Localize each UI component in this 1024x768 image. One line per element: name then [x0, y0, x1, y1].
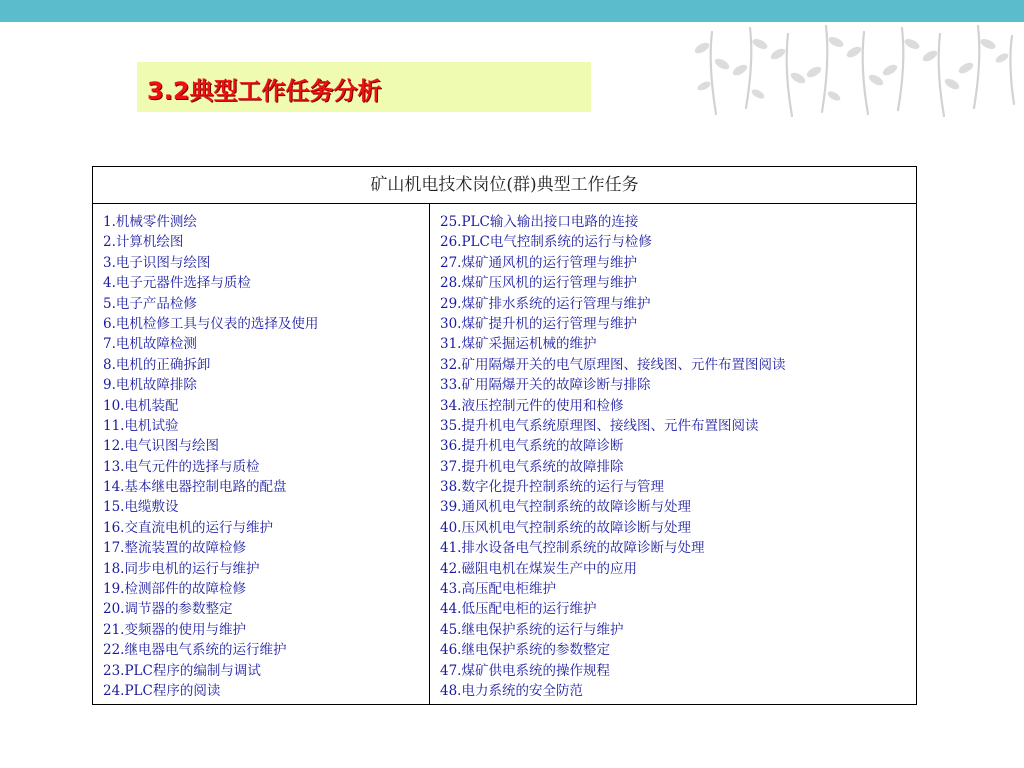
task-table	[92, 166, 917, 705]
task-item: 47.煤矿供电系统的操作规程	[440, 662, 610, 679]
task-item: 24.PLC程序的阅读	[103, 682, 221, 699]
top-accent-bar	[0, 0, 1024, 22]
task-item: 2.计算机绘图	[103, 234, 184, 251]
task-item: 19.检测部件的故障检修	[103, 581, 246, 598]
task-item: 48.电力系统的安全防范	[440, 682, 583, 699]
task-item: 40.压风机电气控制系统的故障诊断与处理	[440, 519, 691, 536]
task-item: 45.继电保护系统的运行与维护	[440, 621, 624, 638]
task-item: 7.电机故障检测	[103, 336, 197, 353]
task-item: 13.电气元件的选择与质检	[103, 458, 260, 475]
floral-vine-icon	[690, 24, 1024, 120]
task-item: 20.调节器的参数整定	[103, 601, 233, 618]
task-item: 42.磁阻电机在煤炭生产中的应用	[440, 560, 637, 577]
slide-title: 3.2典型工作任务分析	[147, 77, 382, 105]
task-column-right	[430, 204, 916, 704]
task-item: 9.电机故障排除	[103, 377, 197, 394]
task-item: 23.PLC程序的编制与调试	[103, 662, 261, 679]
task-item: 10.电机装配	[103, 397, 179, 414]
task-item: 11.电机试验	[103, 417, 179, 434]
task-column-left	[93, 204, 430, 704]
task-item: 3.电子识图与绘图	[103, 254, 211, 271]
task-item: 6.电机检修工具与仪表的选择及使用	[103, 315, 319, 332]
task-item: 46.继电保护系统的参数整定	[440, 642, 610, 659]
task-item: 14.基本继电器控制电路的配盘	[103, 479, 287, 496]
task-item: 29.煤矿排水系统的运行管理与维护	[440, 295, 651, 312]
task-item: 43.高压配电柜维护	[440, 581, 556, 598]
task-item: 41.排水设备电气控制系统的故障诊断与处理	[440, 540, 705, 557]
task-item: 8.电机的正确拆卸	[103, 356, 211, 373]
task-item: 34.液压控制元件的使用和检修	[440, 397, 624, 414]
task-item: 12.电气识图与绘图	[103, 438, 219, 455]
task-item: 44.低压配电柜的运行维护	[440, 601, 597, 618]
task-item: 28.煤矿压风机的运行管理与维护	[440, 275, 637, 292]
task-item: 32.矿用隔爆开关的电气原理图、接线图、元件布置图阅读	[440, 356, 786, 373]
task-item: 5.电子产品检修	[103, 295, 197, 312]
task-item: 31.煤矿采掘运机械的维护	[440, 336, 597, 353]
task-item: 22.继电器电气系统的运行维护	[103, 642, 287, 659]
task-item: 39.通风机电气控制系统的故障诊断与处理	[440, 499, 691, 516]
task-item: 4.电子元器件选择与质检	[103, 275, 251, 292]
title-banner	[137, 62, 591, 112]
task-item: 16.交直流电机的运行与维护	[103, 519, 273, 536]
task-item: 26.PLC电气控制系统的运行与检修	[440, 234, 652, 251]
task-item: 27.煤矿通风机的运行管理与维护	[440, 254, 637, 271]
task-item: 38.数字化提升控制系统的运行与管理	[440, 479, 664, 496]
task-item: 36.提升机电气系统的故障诊断	[440, 438, 624, 455]
task-item: 37.提升机电气系统的故障排除	[440, 458, 624, 475]
task-item: 33.矿用隔爆开关的故障诊断与排除	[440, 377, 651, 394]
task-item: 35.提升机电气系统原理图、接线图、元件布置图阅读	[440, 417, 759, 434]
task-item: 17.整流装置的故障检修	[103, 540, 246, 557]
task-item: 30.煤矿提升机的运行管理与维护	[440, 315, 637, 332]
task-item: 15.电缆敷设	[103, 499, 179, 516]
task-item: 25.PLC输入输出接口电路的连接	[440, 214, 639, 230]
table-header: 矿山机电技术岗位(群)典型工作任务	[93, 167, 916, 204]
task-item: 1.机械零件测绘	[103, 214, 197, 230]
task-item: 21.变频器的使用与维护	[103, 621, 246, 638]
task-item: 18.同步电机的运行与维护	[103, 560, 260, 577]
